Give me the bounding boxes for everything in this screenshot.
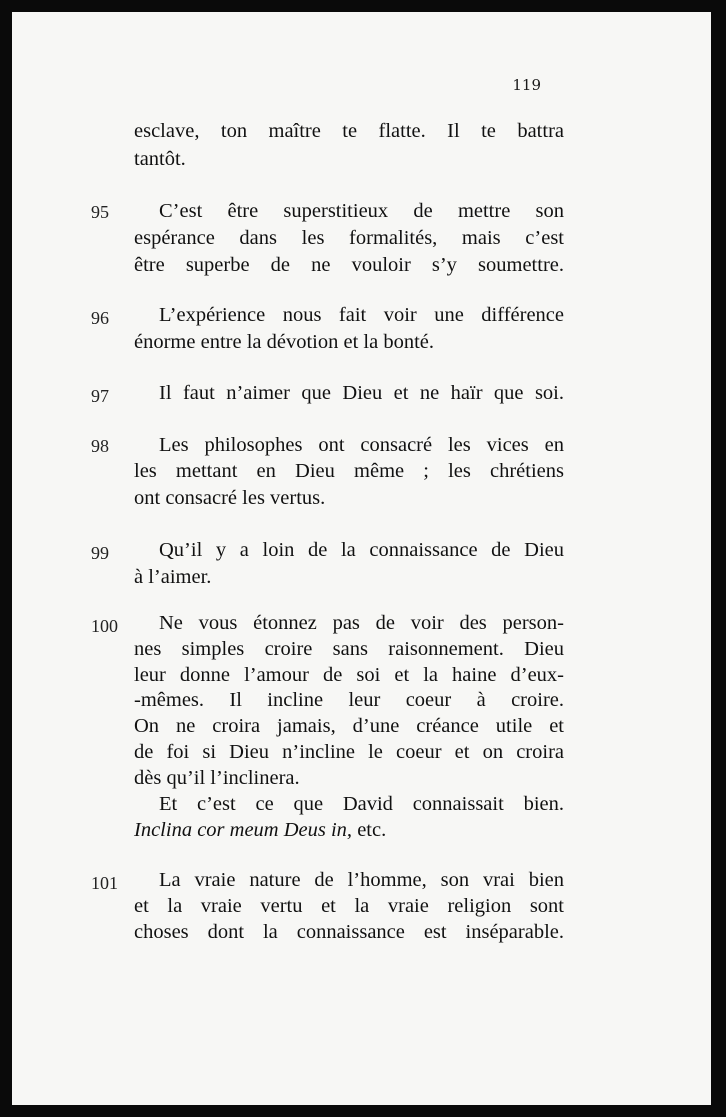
book-page xyxy=(12,12,711,1105)
entry-number: 98 xyxy=(91,436,109,456)
text-line: être superbe de ne vouloir s’y soumettre. xyxy=(134,254,564,276)
text-line: dès qu’il l’inclinera. xyxy=(134,767,300,789)
text-line: à l’aimer. xyxy=(134,566,212,588)
text-line: L’expérience nous fait voir une différence xyxy=(159,304,564,326)
text-line: énorme entre la dévotion et la bonté. xyxy=(134,331,434,353)
text-line: Qu’il y a loin de la connaissance de Dieu xyxy=(159,539,564,561)
text-line: ont consacré les vertus. xyxy=(134,487,326,509)
text-line: Il faut n’aimer que Dieu et ne haïr que soi. xyxy=(159,382,564,404)
text-line: Et c’est ce que David connaissait bien. xyxy=(159,793,564,815)
page-text xyxy=(12,12,711,1105)
text-line xyxy=(134,819,386,842)
entry-number: 97 xyxy=(91,386,109,406)
text-line: Ne vous étonnez pas de voir des person- xyxy=(159,612,564,634)
text-line: les mettant en Dieu même ; les chrétiens xyxy=(134,460,564,482)
text-line: tantôt. xyxy=(134,148,186,170)
text-line: nes simples croire sans raisonnement. Dieu xyxy=(134,638,564,660)
text-line: esclave, ton maître te flatte. Il te battra xyxy=(134,120,564,142)
entry-number: 99 xyxy=(91,543,109,563)
entry-number: 96 xyxy=(91,308,109,328)
text-line: de foi si Dieu n’incline le coeur et on croira xyxy=(134,741,564,763)
page-number: 119 xyxy=(512,76,541,94)
entry-number: 95 xyxy=(91,202,109,222)
text-line: La vraie nature de l’homme, son vrai bien xyxy=(159,869,564,891)
text-line: On ne croira jamais, d’une créance utile et xyxy=(134,715,564,737)
text-line: Les philosophes ont consacré les vices en xyxy=(159,434,564,456)
entry-number: 101 xyxy=(91,873,118,893)
text-line: et la vraie vertu et la vraie religion sont xyxy=(134,895,564,917)
text-line: choses dont la connaissance est inséparable. xyxy=(134,921,564,943)
entry-number: 100 xyxy=(91,616,118,636)
text-line: espérance dans les formalités, mais c’est xyxy=(134,227,564,249)
quote-tail: etc. xyxy=(352,819,387,841)
text-line: C’est être superstitieux de mettre son xyxy=(159,200,564,222)
text-line: leur donne l’amour de soi et la haine d’eux- xyxy=(134,664,564,686)
latin-quote: Inclina cor meum Deus in, xyxy=(134,819,353,841)
text-line: -mêmes. Il incline leur coeur à croire. xyxy=(134,689,564,711)
